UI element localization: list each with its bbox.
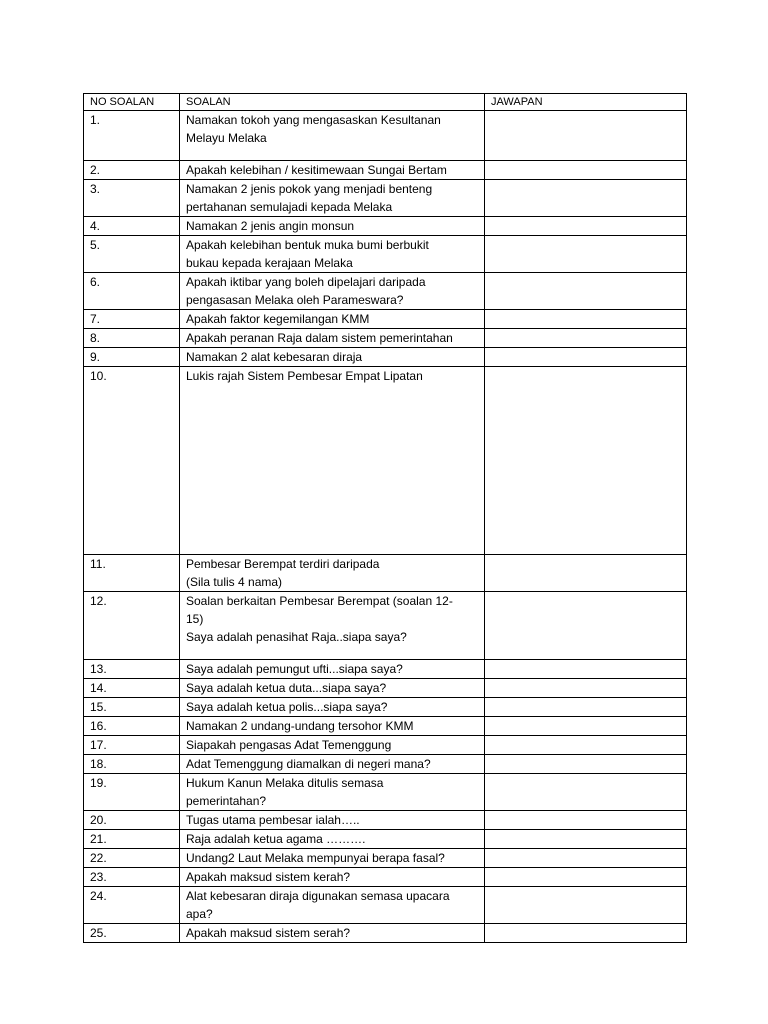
table-row — [84, 736, 687, 755]
table-row — [84, 698, 687, 717]
question-number: 15. — [84, 698, 180, 717]
question-text: Saya adalah ketua polis...siapa saya? — [180, 698, 485, 717]
question-text: Soalan berkaitan Pembesar Berempat (soalan 12- 15) Saya adalah penasihat Raja..siapa saya? — [180, 592, 485, 660]
table-row — [84, 592, 687, 660]
question-text: Hukum Kanun Melaka ditulis semasa pemerintahan? — [180, 774, 485, 811]
answer-cell[interactable] — [485, 924, 687, 943]
question-text: Saya adalah ketua duta...siapa saya? — [180, 679, 485, 698]
question-number: 18. — [84, 755, 180, 774]
answer-cell[interactable] — [485, 698, 687, 717]
answer-cell[interactable] — [485, 217, 687, 236]
table-row — [84, 180, 687, 217]
question-number: 23. — [84, 868, 180, 887]
table-header-row — [84, 94, 687, 111]
question-text: Namakan 2 jenis angin monsun — [180, 217, 485, 236]
question-number: 12. — [84, 592, 180, 660]
answer-cell[interactable] — [485, 367, 687, 555]
question-number: 25. — [84, 924, 180, 943]
answer-cell[interactable] — [485, 717, 687, 736]
question-number: 14. — [84, 679, 180, 698]
answer-cell[interactable] — [485, 273, 687, 310]
header-soalan: SOALAN — [180, 94, 485, 111]
table-row — [84, 679, 687, 698]
question-text: Apakah peranan Raja dalam sistem pemerintahan — [180, 329, 485, 348]
question-number: 11. — [84, 555, 180, 592]
answer-cell[interactable] — [485, 736, 687, 755]
question-text: Namakan 2 undang-undang tersohor KMM — [180, 717, 485, 736]
table-row — [84, 660, 687, 679]
table-row — [84, 555, 687, 592]
answer-cell[interactable] — [485, 555, 687, 592]
answer-cell[interactable] — [485, 111, 687, 161]
table-row — [84, 811, 687, 830]
table-row — [84, 161, 687, 180]
answer-cell[interactable] — [485, 180, 687, 217]
question-number: 19. — [84, 774, 180, 811]
table-row — [84, 367, 687, 555]
question-text: Apakah kelebihan / kesitimewaan Sungai Bertam — [180, 161, 485, 180]
table-row — [84, 217, 687, 236]
table-row — [84, 310, 687, 329]
answer-cell[interactable] — [485, 849, 687, 868]
question-text: Siapakah pengasas Adat Temenggung — [180, 736, 485, 755]
question-number: 5. — [84, 236, 180, 273]
question-text: Apakah maksud sistem serah? — [180, 924, 485, 943]
table-row — [84, 868, 687, 887]
answer-cell[interactable] — [485, 236, 687, 273]
answer-cell[interactable] — [485, 811, 687, 830]
answer-cell[interactable] — [485, 774, 687, 811]
question-number: 17. — [84, 736, 180, 755]
question-text: Namakan 2 alat kebesaran diraja — [180, 348, 485, 367]
question-text: Saya adalah pemungut ufti...siapa saya? — [180, 660, 485, 679]
question-number: 8. — [84, 329, 180, 348]
question-text: Namakan tokoh yang mengasaskan Kesultanan Melayu Melaka — [180, 111, 485, 161]
answer-cell[interactable] — [485, 329, 687, 348]
answer-cell[interactable] — [485, 887, 687, 924]
table-row — [84, 236, 687, 273]
answer-cell[interactable] — [485, 755, 687, 774]
question-text: Pembesar Berempat terdiri daripada (Sila tulis 4 nama) — [180, 555, 485, 592]
question-text: Adat Temenggung diamalkan di negeri mana? — [180, 755, 485, 774]
table-row — [84, 924, 687, 943]
answer-cell[interactable] — [485, 592, 687, 660]
question-text: Apakah maksud sistem kerah? — [180, 868, 485, 887]
question-text: Lukis rajah Sistem Pembesar Empat Lipatan — [180, 367, 485, 555]
answer-cell[interactable] — [485, 310, 687, 329]
table-row — [84, 755, 687, 774]
table-row — [84, 717, 687, 736]
answer-cell[interactable] — [485, 830, 687, 849]
question-number: 9. — [84, 348, 180, 367]
table-row — [84, 849, 687, 868]
question-text: Apakah iktibar yang boleh dipelajari daripada pengasasan Melaka oleh Parameswara? — [180, 273, 485, 310]
question-number: 1. — [84, 111, 180, 161]
question-text: Alat kebesaran diraja digunakan semasa upacara apa? — [180, 887, 485, 924]
table-row — [84, 348, 687, 367]
table-row — [84, 329, 687, 348]
question-number: 22. — [84, 849, 180, 868]
table-row — [84, 887, 687, 924]
answer-cell[interactable] — [485, 868, 687, 887]
question-number: 4. — [84, 217, 180, 236]
table-row — [84, 111, 687, 161]
header-jawapan: JAWAPAN — [485, 94, 687, 111]
question-number: 6. — [84, 273, 180, 310]
question-number: 16. — [84, 717, 180, 736]
table-row — [84, 273, 687, 310]
question-number: 10. — [84, 367, 180, 555]
question-text: Namakan 2 jenis pokok yang menjadi benteng pertahanan semulajadi kepada Melaka — [180, 180, 485, 217]
question-number: 21. — [84, 830, 180, 849]
question-text: Apakah kelebihan bentuk muka bumi berbukit bukau kepada kerajaan Melaka — [180, 236, 485, 273]
header-no-soalan: NO SOALAN — [84, 94, 180, 111]
table-row — [84, 830, 687, 849]
question-number: 7. — [84, 310, 180, 329]
question-number: 3. — [84, 180, 180, 217]
answer-cell[interactable] — [485, 679, 687, 698]
answer-cell[interactable] — [485, 348, 687, 367]
answer-cell[interactable] — [485, 660, 687, 679]
question-text: Raja adalah ketua agama ………. — [180, 830, 485, 849]
question-text: Apakah faktor kegemilangan KMM — [180, 310, 485, 329]
question-table — [83, 93, 687, 943]
question-number: 13. — [84, 660, 180, 679]
table-body — [84, 111, 687, 943]
table-row — [84, 774, 687, 811]
question-text: Tugas utama pembesar ialah….. — [180, 811, 485, 830]
question-text: Undang2 Laut Melaka mempunyai berapa fasal? — [180, 849, 485, 868]
question-number: 20. — [84, 811, 180, 830]
question-number: 2. — [84, 161, 180, 180]
answer-cell[interactable] — [485, 161, 687, 180]
question-number: 24. — [84, 887, 180, 924]
